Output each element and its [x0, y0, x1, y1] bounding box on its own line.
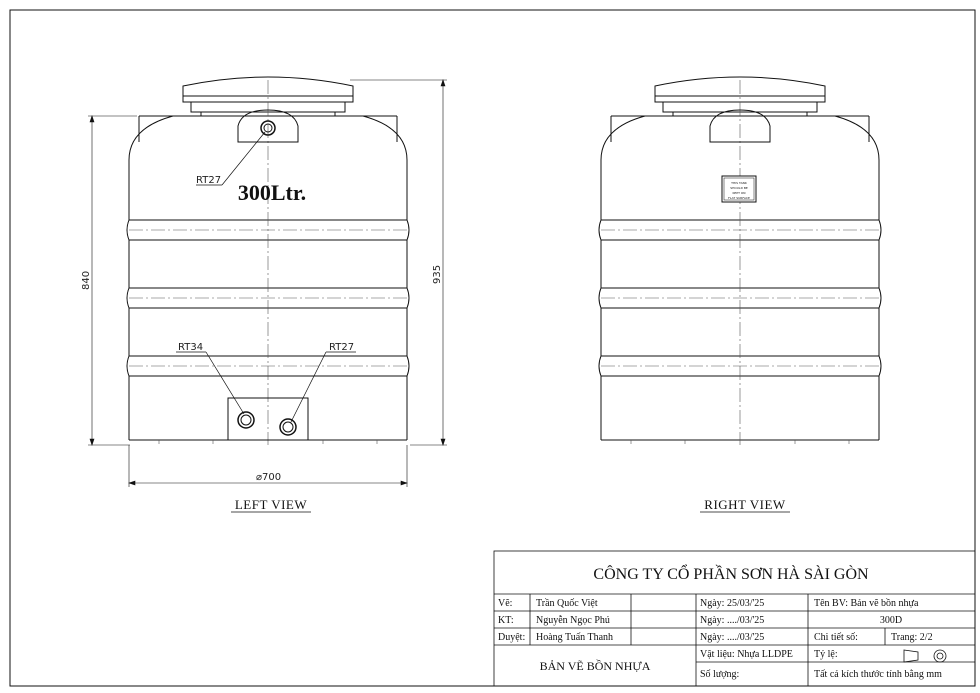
right-view-label: RIGHT VIEW	[704, 497, 786, 512]
name-drawn: Trần Quốc Việt	[536, 598, 598, 609]
left-view-tank	[127, 77, 409, 445]
callout-top-port: RT27	[196, 175, 222, 186]
dim-840: 840	[81, 270, 92, 290]
date-checked: Ngày: ..../03/'25	[700, 615, 765, 626]
sign-line-2: SHOULD BE	[730, 186, 748, 190]
callout-bottom-right-port: RT27	[329, 342, 355, 353]
bottom-left-port	[238, 412, 254, 428]
company-name: CÔNG TY CỔ PHẦN SƠN HÀ SÀI GÒN	[593, 566, 869, 583]
right-view-tank	[599, 77, 881, 445]
left-dimensions	[88, 80, 447, 487]
role-approved: Duyệt:	[498, 632, 526, 643]
callout-bottom-left-port: RT34	[178, 342, 204, 353]
date-drawn: Ngày: 25/03/'25	[700, 598, 765, 609]
material: Vật liệu: Nhựa LLDPE	[700, 649, 793, 660]
units-note: Tất cả kích thước tính bằng mm	[814, 669, 942, 680]
role-checked: KT:	[498, 615, 514, 626]
drawing-border	[10, 10, 975, 686]
quantity: Số lượng:	[700, 669, 740, 680]
capacity-label: 300Ltr.	[237, 180, 307, 205]
sign-line-1: THIS TANK	[731, 181, 747, 185]
date-approved: Ngày: ..../03/'25	[700, 632, 765, 643]
sign-line-3: KEPT ON	[732, 191, 746, 195]
bottom-right-port	[280, 419, 296, 435]
projection-symbol-icon	[904, 650, 946, 662]
sign-line-4: FLAT SURFACE	[728, 196, 750, 200]
name-approved: Hoàng Tuấn Thanh	[536, 632, 614, 643]
page-number: Trang: 2/2	[891, 632, 933, 643]
dim-diameter: ⌀700	[256, 472, 282, 483]
dim-935: 935	[432, 264, 443, 284]
detail-number: Chi tiết số:	[814, 632, 858, 643]
scale-label: Tỷ lệ:	[814, 649, 838, 660]
model-code: 300D	[879, 615, 903, 626]
drawing-title-label: Tên BV: Bản vẽ bồn nhựa	[814, 598, 919, 609]
name-checked: Nguyễn Ngọc Phú	[536, 615, 610, 626]
left-view-label: LEFT VIEW	[234, 497, 308, 512]
drawing-name: BẢN VẼ BỒN NHỰA	[539, 659, 651, 673]
role-drawn: Vẽ:	[498, 598, 513, 609]
